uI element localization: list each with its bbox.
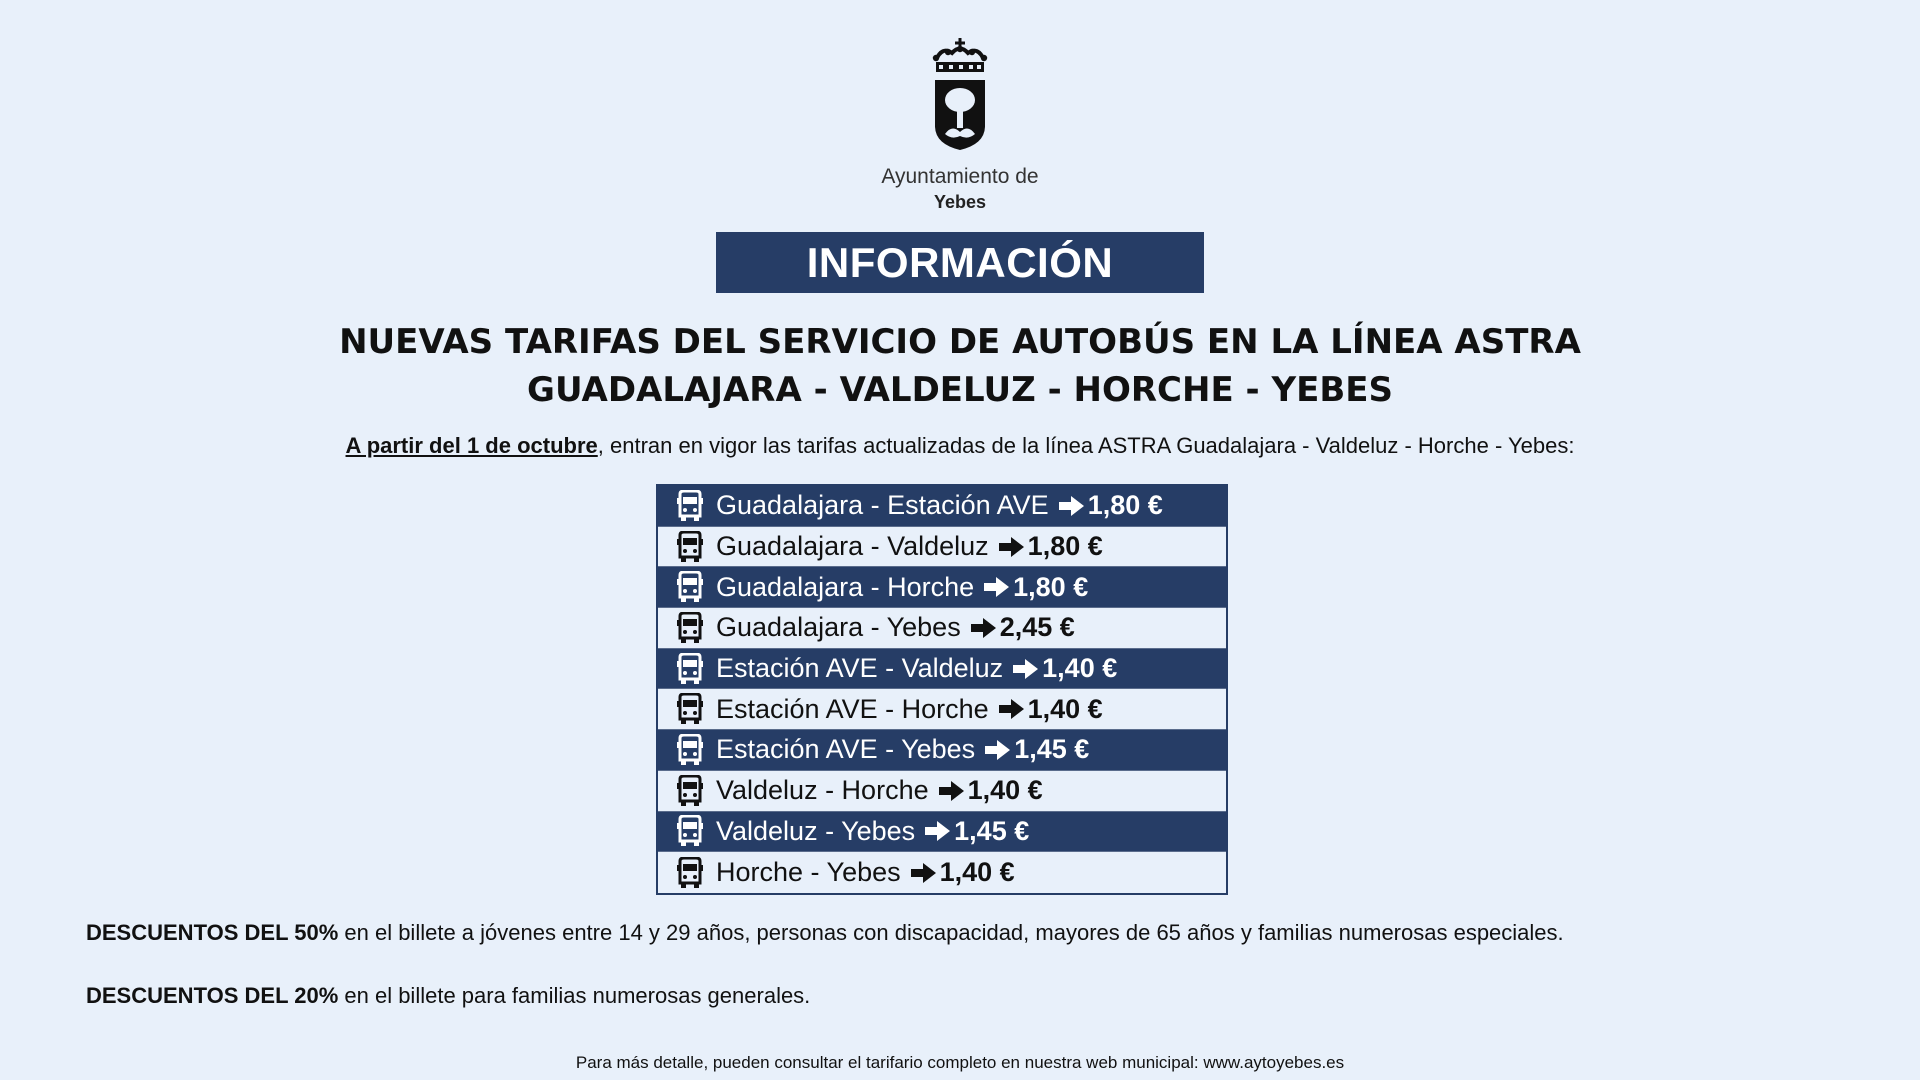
arrow-right-icon [997,536,1025,558]
arrow-right-icon [983,739,1011,761]
fare-route: Guadalajara - Horche [716,571,975,602]
fare-route: Guadalajara - Yebes [716,612,961,643]
arrow-right-icon [997,698,1025,720]
title-line-2: GUADALAJARA - VALDELUZ - HORCHE - YEBES [527,370,1393,410]
arrow-right-icon [923,820,951,842]
org-name-line1: Ayuntamiento de [881,165,1039,188]
fare-route: Guadalajara - Valdeluz [716,531,989,562]
fare-price: 1,45 € [954,815,1030,846]
fare-price: 1,80 € [1027,531,1103,562]
intro-text: , entran en vigor las tarifas actualizadas de la línea ASTRA Guadalajara - Valdeluz - Horche - Yebes: [597,433,1575,458]
bus-icon [676,612,704,644]
discount-20-label: DESCUENTOS DEL 20% [86,983,339,1008]
fare-row [658,486,1226,527]
info-banner: INFORMACIÓN [716,232,1204,293]
bus-icon [676,857,704,889]
fare-price: 1,80 € [1013,571,1089,602]
page-title [0,318,1920,414]
fare-price: 1,40 € [939,857,1015,888]
fare-row [658,608,1226,649]
fare-route: Estación AVE - Horche [716,693,989,724]
fare-price: 2,45 € [999,612,1075,643]
fares-table [656,484,1228,895]
footer-note: Para más detalle, pueden consultar el tarifario completo en nuestra web municipal: www.aytoyebes.es [575,1053,1345,1072]
bus-icon [676,531,704,563]
arrow-right-icon [909,862,937,884]
fare-route: Valdeluz - Yebes [716,815,916,846]
fare-route: Valdeluz - Horche [716,775,929,806]
bus-icon [676,734,704,766]
bus-icon [676,693,704,725]
title-line-1: NUEVAS TARIFAS DEL SERVICIO DE AUTOBÚS EN LA LÍNEA ASTRA [339,322,1581,362]
fare-row [658,567,1226,608]
fare-row [658,812,1226,853]
arrow-right-icon [1011,658,1039,680]
bus-icon [676,571,704,603]
bus-icon [676,653,704,685]
bus-icon [676,775,704,807]
arrow-right-icon [1057,495,1085,517]
fare-route: Estación AVE - Valdeluz [716,653,1004,684]
fare-route: Horche - Yebes [716,857,901,888]
arrow-right-icon [937,780,965,802]
discount-20 [86,983,810,1009]
fare-row [658,527,1226,568]
discount-50-label: DESCUENTOS DEL 50% [86,920,339,945]
header-logo-block [0,36,1920,213]
fare-route: Guadalajara - Estación AVE [716,490,1049,521]
bus-icon [676,490,704,522]
fare-price: 1,45 € [1014,734,1090,765]
effective-date: A partir del 1 de octubre [345,433,598,458]
discount-50 [86,920,1564,946]
fare-row [658,649,1226,690]
discount-20-text: en el billete para familias numerosas generales. [338,983,811,1008]
fare-price: 1,80 € [1087,490,1163,521]
fare-route: Estación AVE - Yebes [716,734,976,765]
org-name-line2: Yebes [933,192,987,212]
fare-row [658,730,1226,771]
fare-price: 1,40 € [967,775,1043,806]
fare-row [658,689,1226,730]
fare-row [658,852,1226,893]
fare-row [658,771,1226,812]
bus-icon [676,815,704,847]
arrow-right-icon [982,576,1010,598]
intro-paragraph [0,433,1920,459]
coat-of-arms-icon [930,36,990,152]
fare-price: 1,40 € [1042,653,1118,684]
arrow-right-icon [969,617,997,639]
discount-50-text: en el billete a jóvenes entre 14 y 29 años, personas con discapacidad, mayores de 65 años y familias numerosas especiales. [338,920,1564,945]
fare-price: 1,40 € [1027,693,1103,724]
